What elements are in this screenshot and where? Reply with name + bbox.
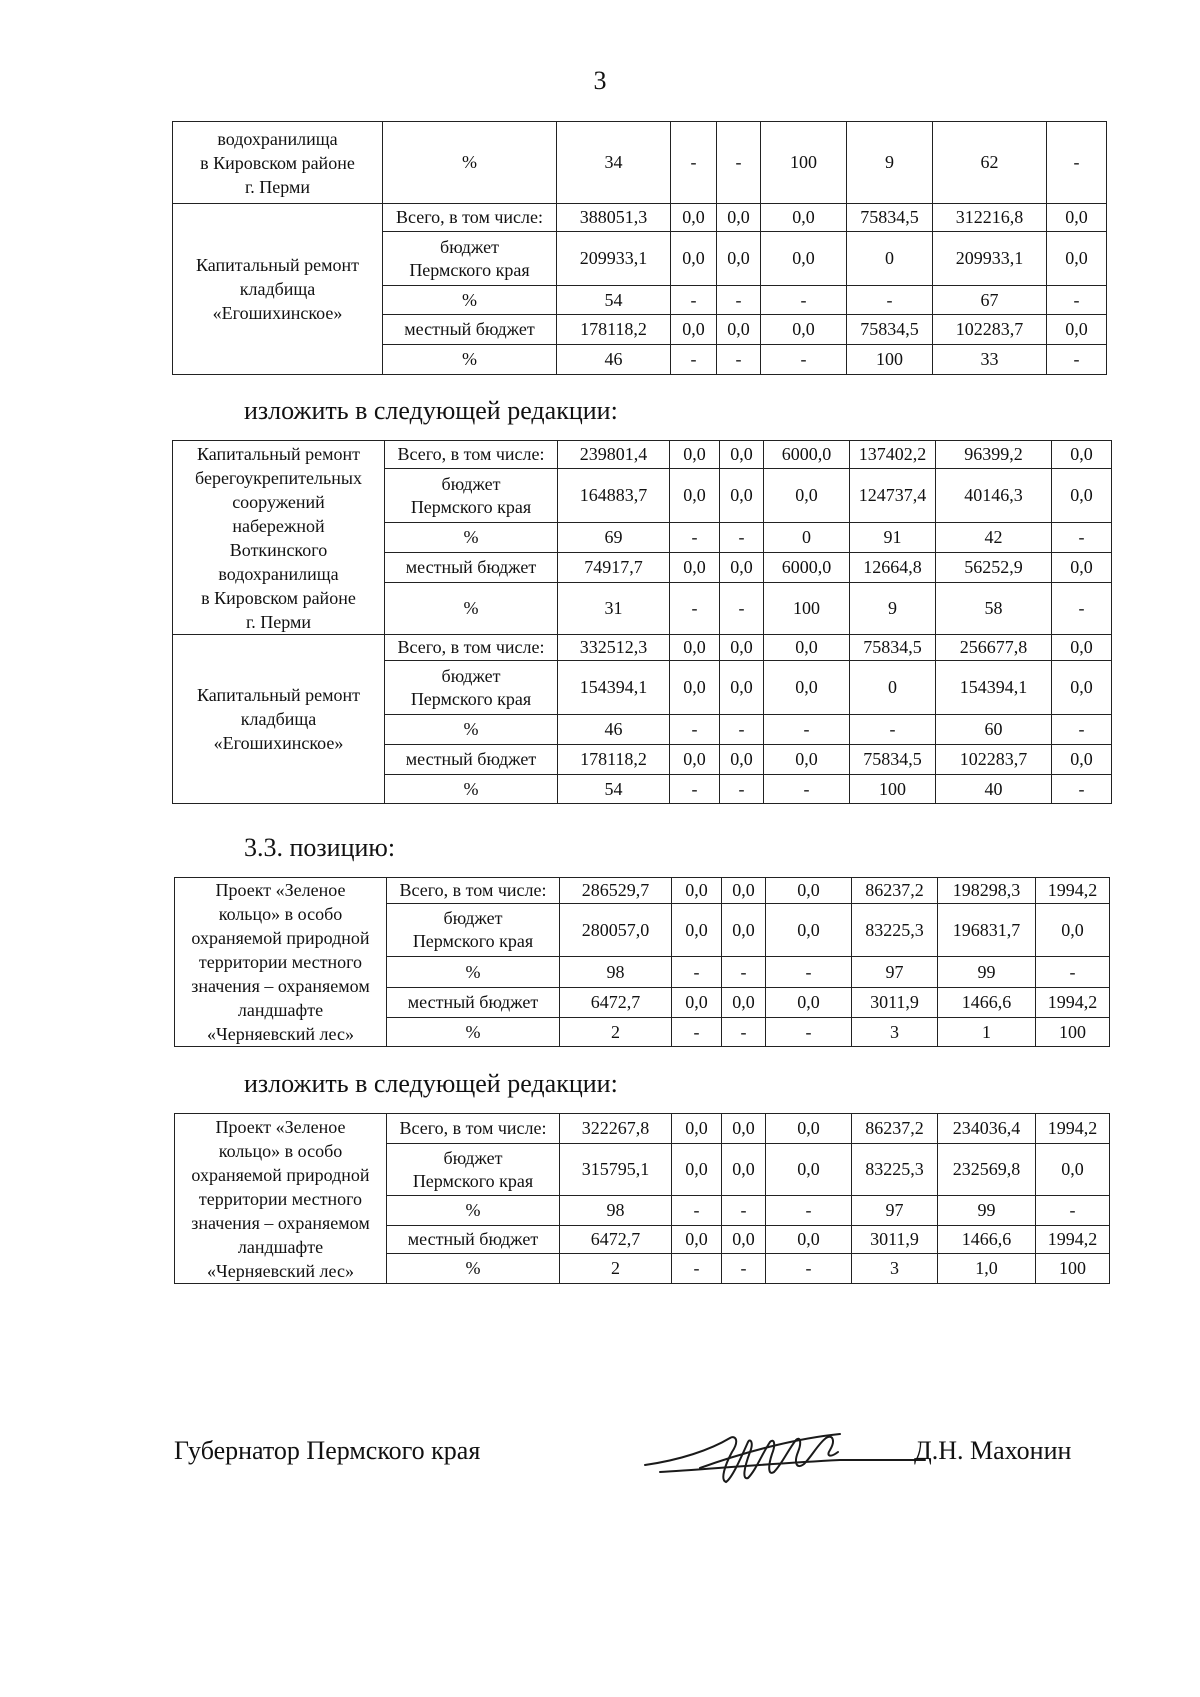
value-cell: 198298,3 xyxy=(938,878,1036,904)
value-cell: 56252,9 xyxy=(936,553,1052,583)
page-number: 3 xyxy=(593,66,607,95)
value-cell: 99 xyxy=(938,1196,1036,1226)
budget-table-new-green-ring xyxy=(174,1113,1110,1284)
funding-source-cell: % xyxy=(385,523,558,553)
funding-source-cell: бюджет Пермского края xyxy=(383,232,557,286)
value-cell: 6472,7 xyxy=(560,1226,672,1254)
item-name-cell: Капитальный ремонт берегоукрепительных сооружений набережной Воткинского водохранилища в Кировском районе г. Перми xyxy=(173,441,385,635)
value-cell: - xyxy=(766,957,852,988)
value-cell: - xyxy=(1047,345,1107,375)
value-cell: 0,0 xyxy=(1052,745,1112,775)
value-cell: 6000,0 xyxy=(764,553,850,583)
value-cell: - xyxy=(717,345,761,375)
value-cell: 0,0 xyxy=(1052,553,1112,583)
value-cell: 54 xyxy=(557,286,671,315)
budget-table-new-reservoir-cemetery xyxy=(172,440,1112,804)
value-cell: 46 xyxy=(557,345,671,375)
value-cell: 209933,1 xyxy=(557,232,671,286)
value-cell: 0,0 xyxy=(761,315,847,345)
value-cell: - xyxy=(720,583,764,635)
value-cell: - xyxy=(720,523,764,553)
table-row xyxy=(173,204,1107,232)
value-cell: 0,0 xyxy=(720,635,764,661)
funding-source-cell: местный бюджет xyxy=(387,987,560,1018)
funding-source-cell: Всего, в том числе: xyxy=(387,1114,560,1144)
table-row xyxy=(175,1114,1110,1144)
value-cell: 0,0 xyxy=(720,441,764,469)
value-cell: 178118,2 xyxy=(558,745,670,775)
value-cell: 96399,2 xyxy=(936,441,1052,469)
value-cell: 9 xyxy=(847,122,933,204)
value-cell: 97 xyxy=(852,1196,938,1226)
value-cell: 1994,2 xyxy=(1036,987,1110,1018)
value-cell: 1466,6 xyxy=(938,987,1036,1018)
value-cell: 0,0 xyxy=(1052,469,1112,523)
value-cell: 102283,7 xyxy=(936,745,1052,775)
value-cell: 75834,5 xyxy=(847,204,933,232)
value-cell: - xyxy=(1036,1196,1110,1226)
value-cell: 0,0 xyxy=(1036,1144,1110,1196)
funding-source-cell: % xyxy=(383,345,557,375)
item-name-cell: Капитальный ремонт кладбища «Егошихинское» xyxy=(173,204,383,375)
value-cell: - xyxy=(1047,286,1107,315)
value-cell: - xyxy=(671,345,717,375)
value-cell: - xyxy=(761,286,847,315)
value-cell: 234036,4 xyxy=(938,1114,1036,1144)
value-cell: - xyxy=(717,122,761,204)
value-cell: 2 xyxy=(560,1254,672,1284)
funding-source-cell: % xyxy=(387,1018,560,1047)
value-cell: 0,0 xyxy=(670,553,720,583)
value-cell: 54 xyxy=(558,775,670,804)
value-cell: 9 xyxy=(850,583,936,635)
value-cell: - xyxy=(1052,583,1112,635)
value-cell: 196831,7 xyxy=(938,904,1036,957)
value-cell: 1994,2 xyxy=(1036,878,1110,904)
table-row xyxy=(173,122,1107,204)
funding-source-cell: бюджет Пермского края xyxy=(387,904,560,957)
value-cell: - xyxy=(764,715,850,745)
value-cell: 0,0 xyxy=(722,1226,766,1254)
value-cell: 0,0 xyxy=(722,1144,766,1196)
heading-new-edition-1: изложить в следующей редакции: xyxy=(244,396,618,425)
value-cell: 0,0 xyxy=(722,878,766,904)
funding-source-cell: % xyxy=(385,775,558,804)
value-cell: - xyxy=(1047,122,1107,204)
item-name-cell: Проект «Зеленое кольцо» в особо охраняемой природной территории местного значения – охраняемом ландшафте «Черняевский лес» xyxy=(175,878,387,1047)
value-cell: 3011,9 xyxy=(852,1226,938,1254)
value-cell: 0,0 xyxy=(1052,635,1112,661)
value-cell: 0,0 xyxy=(717,232,761,286)
value-cell: 98 xyxy=(560,1196,672,1226)
value-cell: - xyxy=(672,1196,722,1226)
value-cell: 312216,8 xyxy=(933,204,1047,232)
value-cell: 74917,7 xyxy=(558,553,670,583)
table-4 xyxy=(174,1113,1110,1284)
value-cell: 100 xyxy=(850,775,936,804)
value-cell: 98 xyxy=(560,957,672,988)
value-cell: 0,0 xyxy=(670,745,720,775)
value-cell: 0,0 xyxy=(672,987,722,1018)
value-cell: 3 xyxy=(852,1018,938,1047)
value-cell: 0,0 xyxy=(764,745,850,775)
value-cell: 0,0 xyxy=(672,1226,722,1254)
heading-new-edition-2: изложить в следующей редакции: xyxy=(244,1069,618,1098)
value-cell: 0,0 xyxy=(766,1114,852,1144)
value-cell: - xyxy=(766,1254,852,1284)
value-cell: 0,0 xyxy=(670,441,720,469)
value-cell: - xyxy=(670,715,720,745)
value-cell: 0,0 xyxy=(672,1144,722,1196)
value-cell: 0,0 xyxy=(672,904,722,957)
value-cell: - xyxy=(672,1254,722,1284)
table-row xyxy=(175,878,1110,904)
value-cell: 102283,7 xyxy=(933,315,1047,345)
value-cell: 0,0 xyxy=(720,745,764,775)
value-cell: 31 xyxy=(558,583,670,635)
funding-source-cell: % xyxy=(387,957,560,988)
value-cell: - xyxy=(672,957,722,988)
value-cell: - xyxy=(1052,523,1112,553)
table-2 xyxy=(172,440,1112,804)
value-cell: 0,0 xyxy=(720,661,764,715)
value-cell: - xyxy=(766,1196,852,1226)
value-cell: 256677,8 xyxy=(936,635,1052,661)
value-cell: 154394,1 xyxy=(936,661,1052,715)
value-cell: - xyxy=(671,286,717,315)
value-cell: 6472,7 xyxy=(560,987,672,1018)
value-cell: 75834,5 xyxy=(850,745,936,775)
value-cell: - xyxy=(766,1018,852,1047)
value-cell: 100 xyxy=(761,122,847,204)
value-cell: 0,0 xyxy=(671,204,717,232)
value-cell: 1466,6 xyxy=(938,1226,1036,1254)
value-cell: - xyxy=(761,345,847,375)
funding-source-cell: местный бюджет xyxy=(385,553,558,583)
value-cell: 0,0 xyxy=(1047,315,1107,345)
value-cell: - xyxy=(670,583,720,635)
value-cell: 1,0 xyxy=(938,1254,1036,1284)
value-cell: 332512,3 xyxy=(558,635,670,661)
value-cell: 40146,3 xyxy=(936,469,1052,523)
value-cell: - xyxy=(670,523,720,553)
funding-source-cell: местный бюджет xyxy=(387,1226,560,1254)
item-name-cell: водохранилища в Кировском районе г. Перми xyxy=(173,122,383,204)
value-cell: 0,0 xyxy=(720,469,764,523)
value-cell: - xyxy=(850,715,936,745)
value-cell: - xyxy=(722,1196,766,1226)
budget-table-old-green-ring xyxy=(174,877,1110,1047)
heading-position-3-3: 3.3. позицию: xyxy=(244,833,396,862)
value-cell: 315795,1 xyxy=(560,1144,672,1196)
value-cell: - xyxy=(1052,775,1112,804)
value-cell: 33 xyxy=(933,345,1047,375)
value-cell: 0,0 xyxy=(717,315,761,345)
value-cell: 100 xyxy=(764,583,850,635)
value-cell: 0,0 xyxy=(764,469,850,523)
value-cell: 0 xyxy=(850,661,936,715)
value-cell: 1994,2 xyxy=(1036,1226,1110,1254)
value-cell: - xyxy=(671,122,717,204)
value-cell: 2 xyxy=(560,1018,672,1047)
value-cell: 154394,1 xyxy=(558,661,670,715)
value-cell: - xyxy=(847,286,933,315)
value-cell: 0 xyxy=(764,523,850,553)
value-cell: 1 xyxy=(938,1018,1036,1047)
value-cell: - xyxy=(722,1254,766,1284)
value-cell: 75834,5 xyxy=(850,635,936,661)
value-cell: 86237,2 xyxy=(852,1114,938,1144)
value-cell: 178118,2 xyxy=(557,315,671,345)
value-cell: 0,0 xyxy=(766,878,852,904)
value-cell: 0,0 xyxy=(761,204,847,232)
funding-source-cell: Всего, в том числе: xyxy=(383,204,557,232)
value-cell: 46 xyxy=(558,715,670,745)
funding-source-cell: местный бюджет xyxy=(385,745,558,775)
funding-source-cell: бюджет Пермского края xyxy=(385,661,558,715)
funding-source-cell: % xyxy=(387,1254,560,1284)
value-cell: 286529,7 xyxy=(560,878,672,904)
value-cell: 0,0 xyxy=(671,232,717,286)
value-cell: 40 xyxy=(936,775,1052,804)
value-cell: 12664,8 xyxy=(850,553,936,583)
value-cell: 239801,4 xyxy=(558,441,670,469)
funding-source-cell: Всего, в том числе: xyxy=(385,635,558,661)
value-cell: 0,0 xyxy=(670,469,720,523)
value-cell: 388051,3 xyxy=(557,204,671,232)
funding-source-cell: % xyxy=(383,286,557,315)
value-cell: 0,0 xyxy=(766,904,852,957)
value-cell: 0,0 xyxy=(722,904,766,957)
value-cell: 0,0 xyxy=(720,553,764,583)
value-cell: 0,0 xyxy=(1052,441,1112,469)
funding-source-cell: % xyxy=(383,122,557,204)
value-cell: 280057,0 xyxy=(560,904,672,957)
funding-source-cell: бюджет Пермского края xyxy=(387,1144,560,1196)
value-cell: 67 xyxy=(933,286,1047,315)
value-cell: 62 xyxy=(933,122,1047,204)
item-name-cell: Проект «Зеленое кольцо» в особо охраняемой природной территории местного значения – охраняемом ландшафте «Черняевский лес» xyxy=(175,1114,387,1284)
value-cell: 124737,4 xyxy=(850,469,936,523)
value-cell: 91 xyxy=(850,523,936,553)
value-cell: 60 xyxy=(936,715,1052,745)
signatory-name: Д.Н. Махонин xyxy=(914,1436,1072,1465)
value-cell: 0,0 xyxy=(764,635,850,661)
value-cell: 75834,5 xyxy=(847,315,933,345)
value-cell: 99 xyxy=(938,957,1036,988)
value-cell: 322267,8 xyxy=(560,1114,672,1144)
value-cell: 0,0 xyxy=(672,1114,722,1144)
value-cell: 164883,7 xyxy=(558,469,670,523)
value-cell: 0,0 xyxy=(1047,232,1107,286)
value-cell: 42 xyxy=(936,523,1052,553)
table-row xyxy=(173,441,1112,469)
value-cell: 0,0 xyxy=(722,987,766,1018)
value-cell: 0,0 xyxy=(766,1226,852,1254)
value-cell: 232569,8 xyxy=(938,1144,1036,1196)
funding-source-cell: % xyxy=(385,583,558,635)
value-cell: 0,0 xyxy=(1052,661,1112,715)
value-cell: 0,0 xyxy=(672,878,722,904)
table-3 xyxy=(174,877,1110,1047)
value-cell: - xyxy=(720,775,764,804)
value-cell: 0,0 xyxy=(670,661,720,715)
value-cell: 100 xyxy=(1036,1254,1110,1284)
value-cell: - xyxy=(1036,957,1110,988)
table-1 xyxy=(172,121,1107,375)
value-cell: 83225,3 xyxy=(852,904,938,957)
funding-source-cell: % xyxy=(387,1196,560,1226)
value-cell: 0,0 xyxy=(671,315,717,345)
signatory-title: Губернатор Пермского края xyxy=(174,1436,481,1465)
value-cell: - xyxy=(672,1018,722,1047)
budget-table-old-reservoir-cemetery xyxy=(172,121,1107,375)
value-cell: - xyxy=(764,775,850,804)
value-cell: 69 xyxy=(558,523,670,553)
value-cell: 0,0 xyxy=(1047,204,1107,232)
value-cell: - xyxy=(722,957,766,988)
value-cell: 0,0 xyxy=(764,661,850,715)
value-cell: 0,0 xyxy=(761,232,847,286)
funding-source-cell: Всего, в том числе: xyxy=(387,878,560,904)
value-cell: 0,0 xyxy=(1036,904,1110,957)
funding-source-cell: % xyxy=(385,715,558,745)
funding-source-cell: бюджет Пермского края xyxy=(385,469,558,523)
funding-source-cell: Всего, в том числе: xyxy=(385,441,558,469)
value-cell: - xyxy=(670,775,720,804)
item-name-cell: Капитальный ремонт кладбища «Егошихинское» xyxy=(173,635,385,804)
value-cell: 97 xyxy=(852,957,938,988)
value-cell: - xyxy=(717,286,761,315)
value-cell: 83225,3 xyxy=(852,1144,938,1196)
value-cell: 1994,2 xyxy=(1036,1114,1110,1144)
value-cell: 0,0 xyxy=(766,1144,852,1196)
value-cell: 3 xyxy=(852,1254,938,1284)
handwritten-signature xyxy=(640,1420,940,1490)
value-cell: - xyxy=(722,1018,766,1047)
value-cell: 209933,1 xyxy=(933,232,1047,286)
value-cell: 0,0 xyxy=(722,1114,766,1144)
value-cell: 6000,0 xyxy=(764,441,850,469)
value-cell: 0,0 xyxy=(766,987,852,1018)
value-cell: 137402,2 xyxy=(850,441,936,469)
value-cell: 100 xyxy=(847,345,933,375)
value-cell: 34 xyxy=(557,122,671,204)
value-cell: 86237,2 xyxy=(852,878,938,904)
table-row xyxy=(173,635,1112,661)
value-cell: 0,0 xyxy=(717,204,761,232)
value-cell: - xyxy=(1052,715,1112,745)
value-cell: 58 xyxy=(936,583,1052,635)
value-cell: 0,0 xyxy=(670,635,720,661)
value-cell: 100 xyxy=(1036,1018,1110,1047)
value-cell: - xyxy=(720,715,764,745)
value-cell: 0 xyxy=(847,232,933,286)
value-cell: 3011,9 xyxy=(852,987,938,1018)
funding-source-cell: местный бюджет xyxy=(383,315,557,345)
